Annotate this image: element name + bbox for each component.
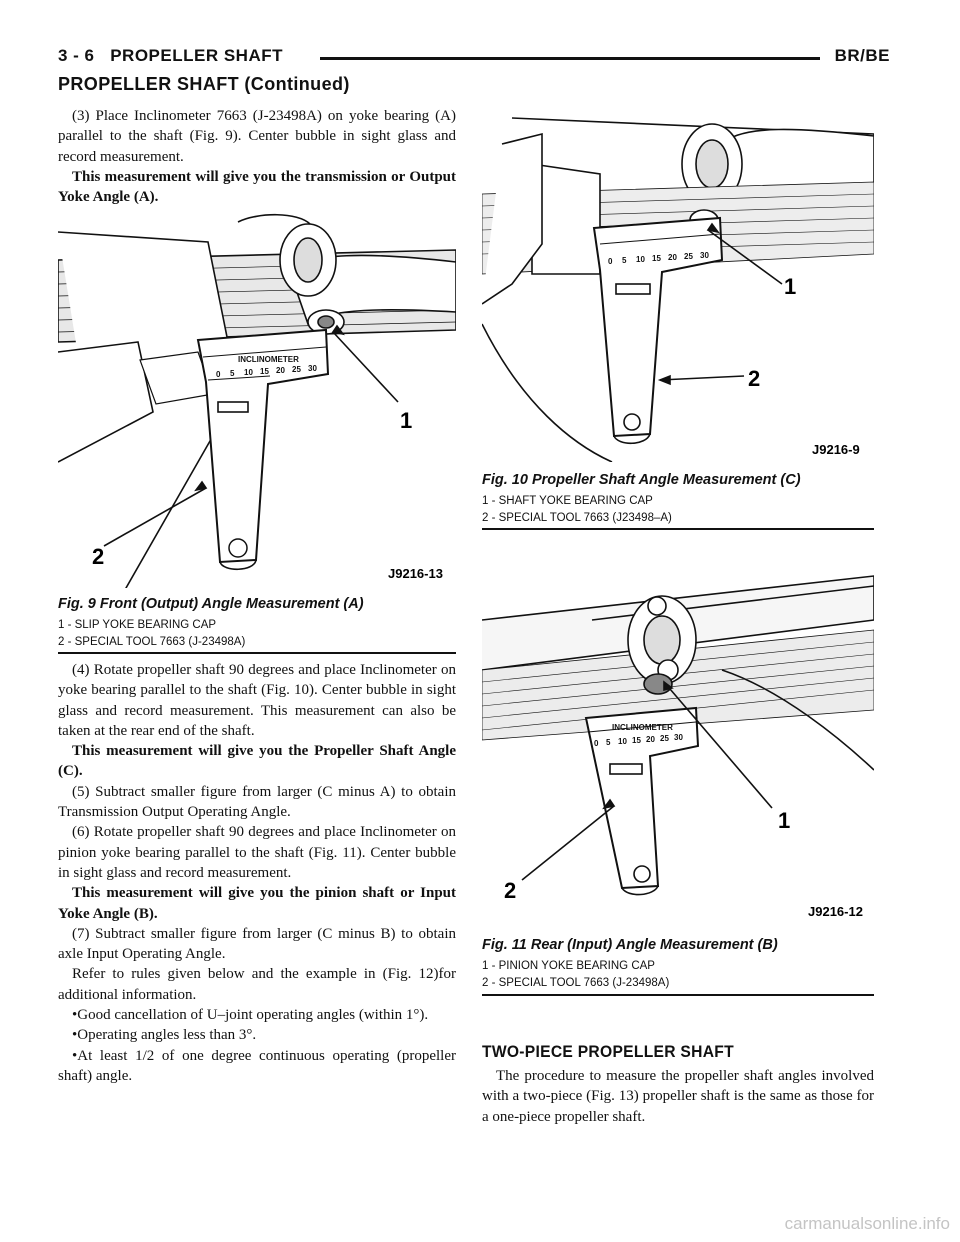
fig9-callout-1: 1 bbox=[400, 408, 413, 433]
svg-text:0: 0 bbox=[216, 370, 221, 379]
left-column-top bbox=[58, 106, 456, 207]
fig9-illustration bbox=[58, 212, 456, 588]
svg-text:20: 20 bbox=[276, 366, 285, 375]
step-5: (5) Subtract smaller figure from larger (C minus A) to obtain Transmission Output Operating Angle. bbox=[58, 783, 456, 821]
svg-text:10: 10 bbox=[636, 255, 645, 264]
bullet-item: •At least 1/2 of one degree continuous operating (propeller shaft) angle. bbox=[58, 1047, 456, 1084]
svg-text:30: 30 bbox=[674, 733, 683, 742]
fig11-caption: Fig. 11 Rear (Input) Angle Measurement (B) bbox=[482, 937, 778, 953]
fig11-scale-label: INCLINOMETER bbox=[612, 723, 673, 732]
section-title: TWO-PIECE PROPELLER SHAFT bbox=[482, 1042, 734, 1061]
fig10-legend-item: 2 - SPECIAL TOOL 7663 (J23498–A) bbox=[482, 512, 672, 524]
step-6: (6) Rotate propeller shaft 90 degrees and place Inclinometer on pinion yoke bearing parallel to the shaft (Fig. 11). Center bubble in sight glass and record measurement. bbox=[58, 824, 456, 881]
fig10-callout-1: 1 bbox=[784, 274, 797, 299]
bullet-item: •Good cancellation of U–joint operating angles (within 1°). bbox=[72, 1007, 429, 1024]
two-piece-paragraph: The procedure to measure the propeller shaft angles involved with a two-piece (Fig. 13) propeller shaft is the same as those for a one-piece propeller shaft. bbox=[482, 1068, 874, 1125]
fig9-image-id: J9216-13 bbox=[388, 566, 443, 581]
fig10-callout-2: 2 bbox=[748, 366, 761, 391]
svg-text:20: 20 bbox=[646, 735, 655, 744]
step-3: (3) Place Inclinometer 7663 (J-23498A) on yoke bearing (A) parallel to the shaft (Fig. 9). Center bubble in sight glass and record measurement. bbox=[58, 108, 456, 165]
fig9-legend-item: 2 - SPECIAL TOOL 7663 (J-23498A) bbox=[58, 636, 246, 648]
fig9-legend-item: 1 - SLIP YOKE BEARING CAP bbox=[58, 619, 217, 631]
header-rule bbox=[320, 57, 820, 60]
step-4-note: This measurement will give you the Propeller Shaft Angle (C). bbox=[58, 743, 456, 780]
fig9-rule bbox=[58, 652, 456, 654]
fig11-illustration bbox=[482, 550, 874, 930]
svg-text:5: 5 bbox=[606, 738, 611, 747]
bullet-item: •Operating angles less than 3°. bbox=[72, 1027, 257, 1044]
svg-text:0: 0 bbox=[594, 739, 599, 748]
fig9-legend bbox=[58, 617, 245, 651]
reference-note: Refer to rules given below and the example in (Fig. 12)for additional information. bbox=[58, 966, 456, 1003]
fig11-legend-item: 1 - PINION YOKE BEARING CAP bbox=[482, 960, 655, 972]
fig11-callout-2: 2 bbox=[504, 878, 517, 903]
svg-text:20: 20 bbox=[668, 253, 677, 262]
watermark: carmanualsonline.info bbox=[784, 1214, 950, 1233]
continued-heading: PROPELLER SHAFT (Continued) bbox=[58, 74, 350, 94]
header-section: 3 - 6 PROPELLER SHAFT bbox=[58, 46, 283, 65]
fig11-image-id: J9216-12 bbox=[808, 904, 863, 919]
fig10-legend-item: 1 - SHAFT YOKE BEARING CAP bbox=[482, 495, 653, 507]
fig11-rule bbox=[482, 994, 874, 996]
fig10-caption: Fig. 10 Propeller Shaft Angle Measurement (C) bbox=[482, 472, 801, 488]
svg-text:10: 10 bbox=[618, 737, 627, 746]
fig10-legend bbox=[482, 493, 672, 527]
step-3-note: This measurement will give you the transmission or Output Yoke Angle (A). bbox=[58, 168, 456, 206]
svg-text:15: 15 bbox=[632, 736, 641, 745]
page-header bbox=[58, 40, 890, 70]
svg-text:25: 25 bbox=[292, 365, 301, 374]
svg-text:5: 5 bbox=[230, 369, 235, 378]
right-column-bottom bbox=[482, 1066, 874, 1127]
fig9-callout-2: 2 bbox=[92, 544, 105, 569]
step-7: (7) Subtract smaller figure from larger (C minus B) to obtain axle Input Operating Angle. bbox=[58, 925, 456, 963]
step-6-note: This measurement will give you the pinion shaft or Input Yoke Angle (B). bbox=[58, 885, 456, 922]
fig9-scale-label: INCLINOMETER bbox=[238, 355, 299, 364]
svg-text:10: 10 bbox=[244, 368, 253, 377]
step-4: (4) Rotate propeller shaft 90 degrees and place Inclinometer on yoke bearing parallel to the shaft (Fig. 10). Center bubble in sight glass and record measurement. This measurement can also be taken at the rear end of the shaft. bbox=[58, 662, 456, 739]
fig10-illustration bbox=[482, 104, 874, 462]
fig11-legend-item: 2 - SPECIAL TOOL 7663 (J-23498A) bbox=[482, 977, 670, 989]
svg-text:0: 0 bbox=[608, 257, 613, 266]
fig11-callout-1: 1 bbox=[778, 808, 791, 833]
svg-text:5: 5 bbox=[622, 256, 627, 265]
svg-text:25: 25 bbox=[684, 252, 693, 261]
fig10-image-id: J9216-9 bbox=[812, 442, 860, 457]
svg-text:15: 15 bbox=[652, 254, 661, 263]
header-model: BR/BE bbox=[834, 46, 890, 65]
svg-text:30: 30 bbox=[308, 364, 317, 373]
fig9-caption: Fig. 9 Front (Output) Angle Measurement (A) bbox=[58, 596, 364, 612]
svg-text:25: 25 bbox=[660, 734, 669, 743]
fig11-legend bbox=[482, 958, 669, 992]
fig10-rule bbox=[482, 528, 874, 530]
svg-text:15: 15 bbox=[260, 367, 269, 376]
left-column-bottom bbox=[58, 660, 456, 1086]
svg-text:30: 30 bbox=[700, 251, 709, 260]
